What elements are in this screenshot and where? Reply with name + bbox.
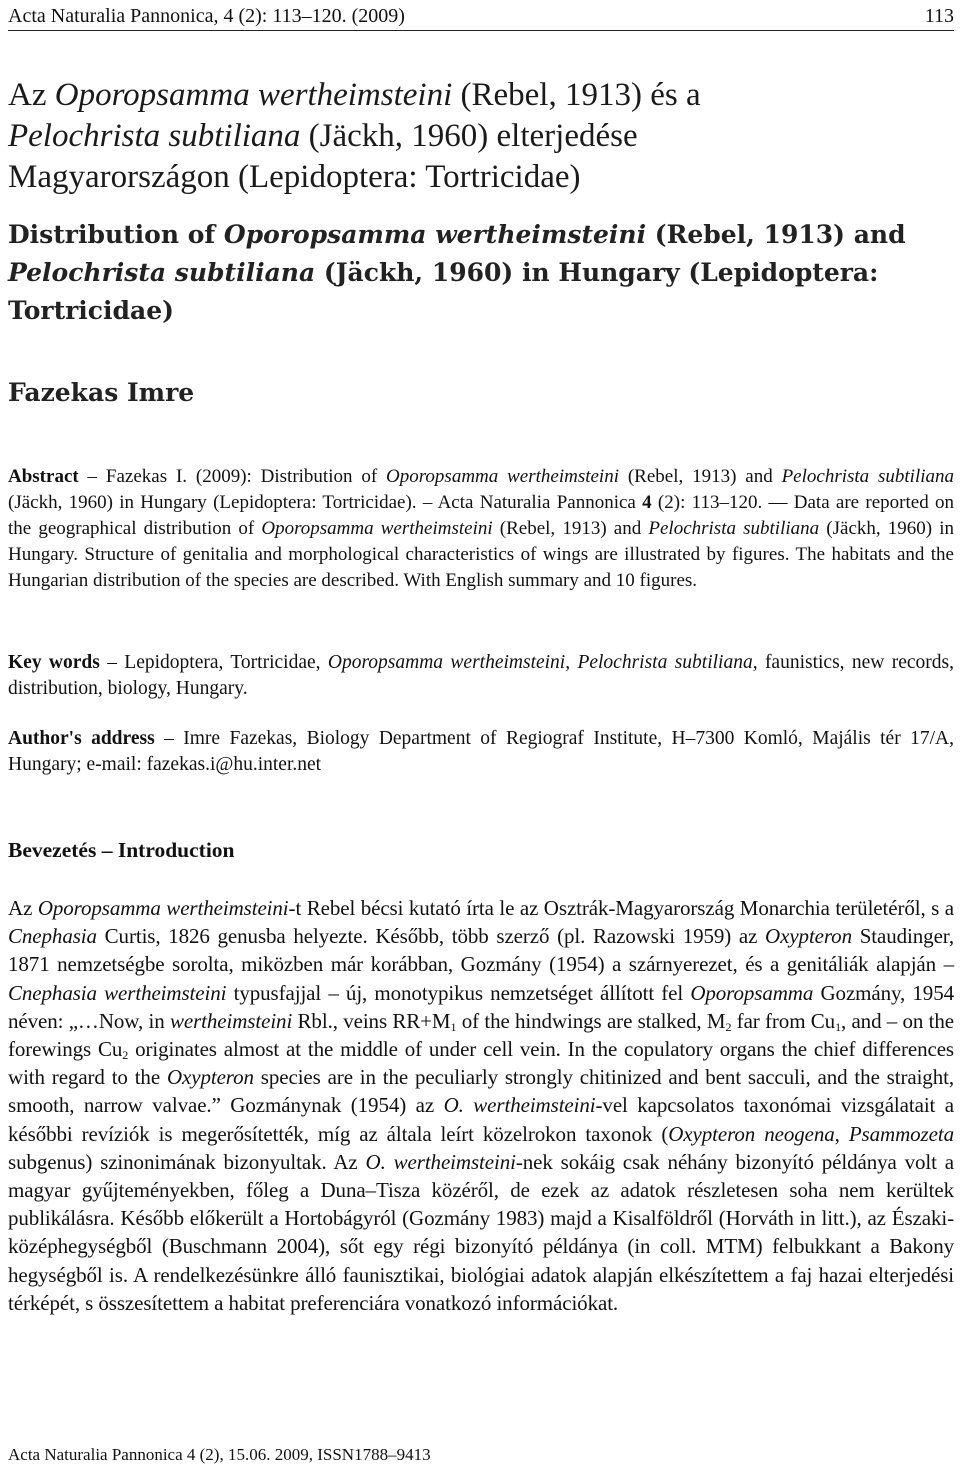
species-name: Oporopsamma wertheimsteini — [54, 77, 453, 113]
keywords: Key words – Lepidoptera, Tortricidae, Oporopsamma wertheimsteini, Pelochrista subtiliana, faunistics, new records, distribution, biology, Hungary. — [8, 652, 954, 699]
introduction-paragraph: Az Oporopsamma wertheimsteini-t Rebel bécsi kutató írta le az Osztrák-Magyarország Monarchia területéről, s a Cnephasia Curtis, 1826 genusba helyezte. Később, több szerző (pl. Razowski 1959) az Oxypteron Staudinger, 1871 nemzetségbe sorolta, miközben már korábban, Gozmány (1954) a szárnyerezet, és a genitáliák alapján – Cnephasia wertheimsteini typusfajjal – új, monotypikus nemzetséget állított fel Oporopsamma Gozmány, 1954 néven: „…Now, in wertheimsteini Rbl., veins $RR+M_1$ of the hindwings are stalked, $M_2$ far from $Cu_1$, and – on the forewings $Cu_2$ originates almost at the middle of under cell vein. In the copulatory organs the chief differences with regard to the Oxypteron species are in the peculiarly strongly chitinized and bent sacculi, and the straight, smooth, narrow valvae.” Gozmánynak (1954) az O. wertheimsteini-vel kapcsolatos taxonómai vizsgálatait a későbbi revíziók is megerősítették, míg az általa leírt közelrokon taxonok (Oxypteron neogena, Psammozeta subgenus) szinonimának bizonyultak. Az O. wertheimsteini-nek sokáig csak néhány bizonyító példánya volt a magyar gyűjteményekben, főleg a Duna–Tisza közéről, de ezek az adatok részletesen soha nem kerültek publikálásra. Később előkerült a Hortobágyról (Gozmány 1983) majd a Kisalföldről (Horváth in litt.), az Északi-középhegységből (Buschmann 2004), sőt egy régi bizonyító példánya (in coll. MTM) felbukkant a Bakony hegységből is. A rendelkezésünkre álló faunisztikai, biológiai adatok alapján elkészítettem a faj hazai elterjedési térképét, s összesítettem a habitat preferenciára vonatkozó információkat. — [8, 896, 955, 1315]
running-header — [8, 2, 954, 31]
page-footer: Acta Naturalia Pannonica 4 (2), 15.06. 2009, ISSN1788–9413 — [8, 1445, 431, 1464]
keywords-label: Key words — [8, 652, 100, 673]
author-address: Author's address – Imre Fazekas, Biology Department of Regiograf Institute, H–7300 Komló, Majális tér 17/A, Hungary; e-mail: fazekas.i@hu.inter.net — [8, 728, 954, 775]
address-label: Author's address — [8, 728, 155, 749]
species-name: Pelochrista subtiliana — [648, 518, 820, 539]
species-name: Pelochrista subtiliana — [8, 118, 301, 154]
species-name: Oporopsamma wertheimsteini — [223, 220, 647, 249]
abstract-label: Abstract — [8, 466, 79, 487]
section-heading: Bevezetés – Introduction — [8, 838, 235, 862]
title-hungarian: Az Oporopsamma wertheimsteini (Rebel, 1913) és a Pelochrista subtiliana (Jäckh, 1960) elterjedése Magyarországon (Lepidoptera: Tortricidae) — [8, 77, 701, 195]
species-name: Oporopsamma wertheimsteini, Pelochrista subtiliana, — [327, 652, 758, 673]
volume-number: 4 — [642, 492, 652, 513]
species-name: Oporopsamma wertheimsteini — [261, 518, 493, 539]
journal-citation: Acta Naturalia Pannonica, 4 (2): 113–120. (2009) — [8, 5, 405, 27]
species-name: Pelochrista subtiliana — [781, 466, 955, 487]
title-english: Distribution of Oporopsamma wertheimsteini (Rebel, 1913) and Pelochrista subtiliana (Jäckh, 1960) in Hungary (Lepidoptera: Tortricidae) — [8, 220, 906, 325]
abstract: Abstract – Fazekas I. (2009): Distribution of Oporopsamma wertheimsteini (Rebel, 1913) and Pelochrista subtiliana (Jäckh, 1960) in Hungary (Lepidoptera: Tortricidae). – Acta Naturalia Pannonica 4 (2): 113–120. — Data are reported on the geographical distribution of Oporopsamma wertheimsteini (Rebel, 1913) and Pelochrista subtiliana (Jäckh, 1960) in Hungary. Structure of genitalia and morphological characteristics of wings are illustrated by figures. The habitats and the Hungarian distribution of the species are described. With English summary and 10 figures. — [8, 466, 955, 591]
species-name: Oporopsamma wertheimsteini — [386, 466, 619, 487]
species-name: Pelochrista subtiliana — [8, 258, 316, 287]
page-number: 113 — [924, 5, 954, 27]
author-name: Fazekas Imre — [8, 378, 195, 407]
